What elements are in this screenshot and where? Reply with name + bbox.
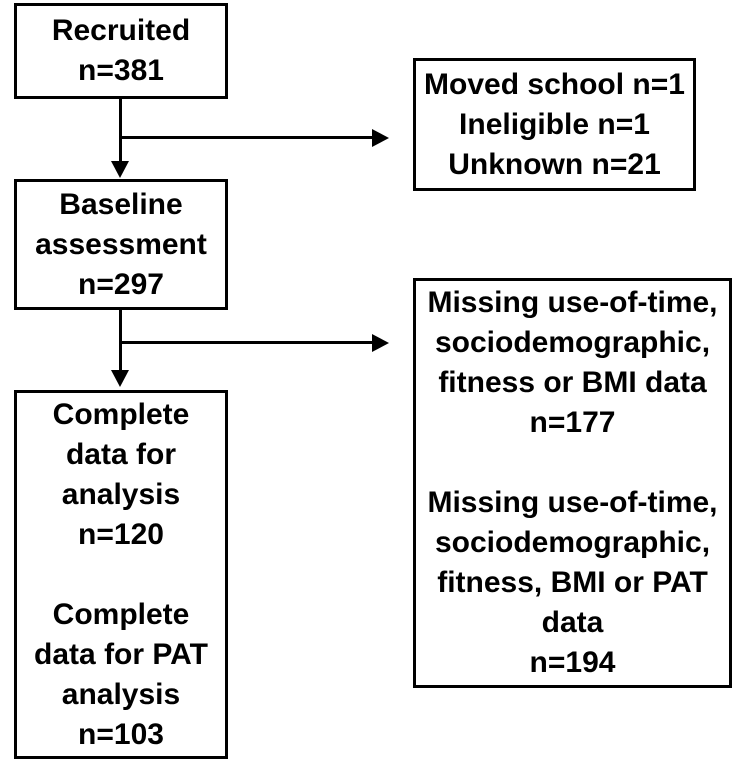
text-line: analysis (61, 677, 181, 711)
box-baseline-assessment (14, 179, 228, 310)
arrowhead-right-icon (372, 129, 389, 147)
text-line: Unknown n=21 (448, 147, 661, 181)
text-line: n=177 (529, 406, 616, 439)
text-line: data for (65, 437, 176, 471)
text-line: Complete (52, 397, 190, 431)
box-excluded-from-analysis (413, 278, 732, 688)
arrow-branch-to-excluded-analysis-stem (119, 341, 373, 344)
text-line: assessment (35, 227, 207, 261)
arrowhead-down-icon (111, 161, 129, 178)
text-line: n=103 (78, 717, 164, 751)
text-line: Complete (52, 597, 190, 631)
text-line: sociodemographic, (434, 526, 711, 559)
arrowhead-right-icon (372, 334, 389, 352)
arrow-recruited-to-baseline-stem (119, 99, 122, 162)
box-complete-data (14, 390, 228, 759)
arrow-branch-to-excluded-baseline-stem (119, 136, 373, 139)
box-excluded-at-baseline (413, 58, 696, 191)
text-line: n=194 (529, 646, 616, 679)
text-line: sociodemographic, (434, 326, 711, 359)
text-line: data for PAT (34, 637, 208, 671)
text-line: n=120 (78, 517, 164, 551)
box-recruited (14, 3, 228, 99)
text-line: analysis (61, 477, 181, 511)
text-line: n=381 (78, 54, 164, 87)
text-line: data (541, 606, 604, 639)
text-line: n=297 (78, 267, 164, 301)
text-line: Ineligible n=1 (459, 107, 650, 141)
text-line: Baseline (59, 187, 183, 221)
text-line: Missing use-of-time, (427, 486, 718, 519)
arrowhead-down-icon (111, 370, 129, 387)
text-line: fitness, BMI or PAT (437, 566, 708, 599)
text-line: fitness or BMI data (438, 366, 707, 399)
text-line: Recruited (51, 14, 191, 47)
text-line: Missing use-of-time, (427, 286, 718, 319)
text-line: Moved school n=1 (424, 67, 685, 101)
